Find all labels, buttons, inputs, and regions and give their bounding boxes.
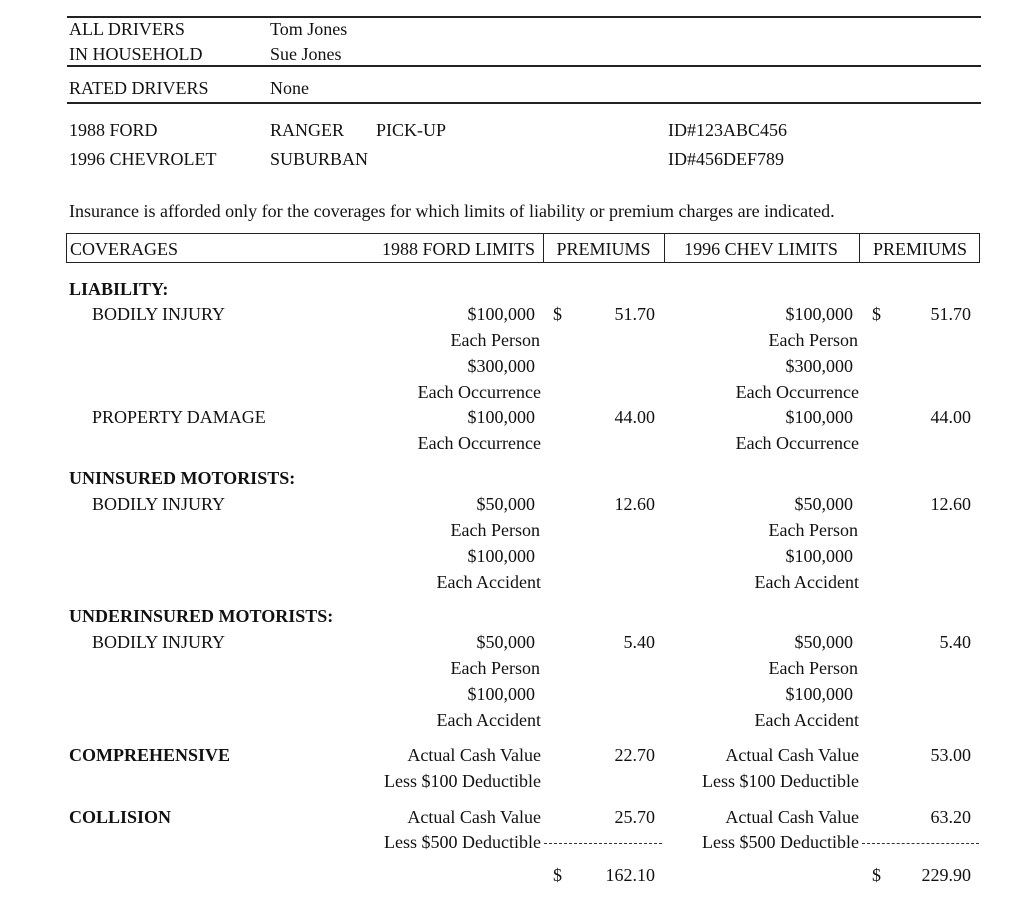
- item-bodily-injury: BODILY INJURY: [92, 304, 226, 324]
- chev-subtotal-line: [862, 843, 979, 844]
- chev-total-premium: 229.90: [921, 865, 971, 885]
- top-rule: [67, 16, 981, 18]
- ford-limit: $100,000: [467, 304, 535, 324]
- driver-name: Sue Jones: [270, 44, 342, 64]
- ford-limit: Less $100 Deductible: [384, 771, 541, 791]
- driver-name: Tom Jones: [270, 19, 348, 39]
- chev-premium: 5.40: [939, 632, 971, 652]
- chev-limit: Each Person: [768, 658, 858, 678]
- section-collision: COLLISION: [69, 807, 172, 827]
- ford-limit: $100,000: [467, 407, 535, 427]
- drivers-rule: [67, 65, 981, 67]
- ford-limit: Each Accident: [436, 572, 541, 592]
- header-divider: [543, 234, 544, 262]
- section-uninsured: UNINSURED MOTORISTS:: [69, 468, 296, 488]
- item-property-damage: PROPERTY DAMAGE: [92, 407, 266, 427]
- ford-premium: 22.70: [614, 745, 655, 765]
- vehicle-model: RANGER: [270, 120, 345, 140]
- vehicle-year-make: 1996 CHEVROLET: [69, 149, 217, 169]
- chev-limit: Actual Cash Value: [725, 807, 859, 827]
- chev-limit: $50,000: [794, 494, 853, 514]
- chev-limit: Less $500 Deductible: [702, 832, 859, 852]
- ford-total-dollar-sign: $: [553, 865, 562, 885]
- ford-premium: 12.60: [614, 494, 655, 514]
- chev-dollar-sign: $: [872, 304, 881, 324]
- chev-limit: Each Occurrence: [735, 433, 859, 453]
- chev-limit: $100,000: [785, 407, 853, 427]
- header-chev-limits: 1996 CHEV LIMITS: [684, 239, 838, 259]
- chev-premium: 53.00: [930, 745, 971, 765]
- header-divider: [664, 234, 665, 262]
- chev-premium: 63.20: [930, 807, 971, 827]
- section-liability: LIABILITY:: [69, 279, 169, 299]
- header-premiums-chev: PREMIUMS: [872, 239, 968, 259]
- chev-limit: Each Person: [768, 330, 858, 350]
- all-drivers-label-2: IN HOUSEHOLD: [69, 44, 203, 64]
- ford-limit: Each Person: [450, 658, 540, 678]
- all-drivers-label-1: ALL DRIVERS: [69, 19, 185, 39]
- ford-premium: 44.00: [614, 407, 655, 427]
- header-premiums-ford: PREMIUMS: [556, 239, 651, 259]
- ford-premium: 5.40: [623, 632, 655, 652]
- chev-limit: Each Person: [768, 520, 858, 540]
- header-ford-limits: 1988 FORD LIMITS: [381, 239, 535, 259]
- chev-limit: Each Accident: [754, 710, 859, 730]
- rated-rule: [67, 102, 981, 104]
- chev-limit: $100,000: [785, 304, 853, 324]
- chev-limit: Less $100 Deductible: [702, 771, 859, 791]
- ford-dollar-sign: $: [553, 304, 562, 324]
- chev-premium: 12.60: [930, 494, 971, 514]
- chev-limit: Actual Cash Value: [725, 745, 859, 765]
- vehicle-model: SUBURBAN: [270, 149, 369, 169]
- ford-premium: 51.70: [614, 304, 655, 324]
- section-comprehensive: COMPREHENSIVE: [69, 745, 231, 765]
- header-divider: [859, 234, 860, 262]
- ford-limit: $300,000: [467, 356, 535, 376]
- item-bodily-injury: BODILY INJURY: [92, 494, 226, 514]
- ford-limit: $50,000: [476, 632, 535, 652]
- chev-premium: 44.00: [930, 407, 971, 427]
- ford-limit: Less $500 Deductible: [384, 832, 541, 852]
- ford-limit: $50,000: [476, 494, 535, 514]
- chev-limit: Each Occurrence: [735, 382, 859, 402]
- rated-drivers-value: None: [270, 78, 309, 98]
- ford-limit: Each Person: [450, 520, 540, 540]
- ford-limit: Each Occurrence: [417, 382, 541, 402]
- ford-limit: Each Person: [450, 330, 540, 350]
- ford-premium: 25.70: [614, 807, 655, 827]
- vehicle-id: ID#456DEF789: [668, 149, 784, 169]
- rated-drivers-label: RATED DRIVERS: [69, 78, 209, 98]
- coverage-notice: Insurance is afforded only for the coverages for which limits of liability or premium charges are indicated.: [69, 201, 835, 221]
- chev-limit: $50,000: [794, 632, 853, 652]
- ford-subtotal-line: [544, 843, 662, 844]
- chev-limit: $100,000: [785, 684, 853, 704]
- chev-limit: $300,000: [785, 356, 853, 376]
- chev-total-dollar-sign: $: [872, 865, 881, 885]
- header-coverages: COVERAGES: [70, 239, 179, 259]
- ford-limit: $100,000: [467, 684, 535, 704]
- ford-limit: $100,000: [467, 546, 535, 566]
- vehicle-id: ID#123ABC456: [668, 120, 788, 140]
- chev-premium: 51.70: [930, 304, 971, 324]
- chev-limit: $100,000: [785, 546, 853, 566]
- ford-limit: Actual Cash Value: [407, 745, 541, 765]
- ford-limit: Each Occurrence: [417, 433, 541, 453]
- ford-limit: Each Accident: [436, 710, 541, 730]
- ford-total-premium: 162.10: [605, 865, 655, 885]
- section-underinsured: UNDERINSURED MOTORISTS:: [69, 606, 334, 626]
- ford-limit: Actual Cash Value: [407, 807, 541, 827]
- vehicle-body: PICK-UP: [376, 120, 447, 140]
- chev-limit: Each Accident: [754, 572, 859, 592]
- item-bodily-injury: BODILY INJURY: [92, 632, 226, 652]
- vehicle-year-make: 1988 FORD: [69, 120, 158, 140]
